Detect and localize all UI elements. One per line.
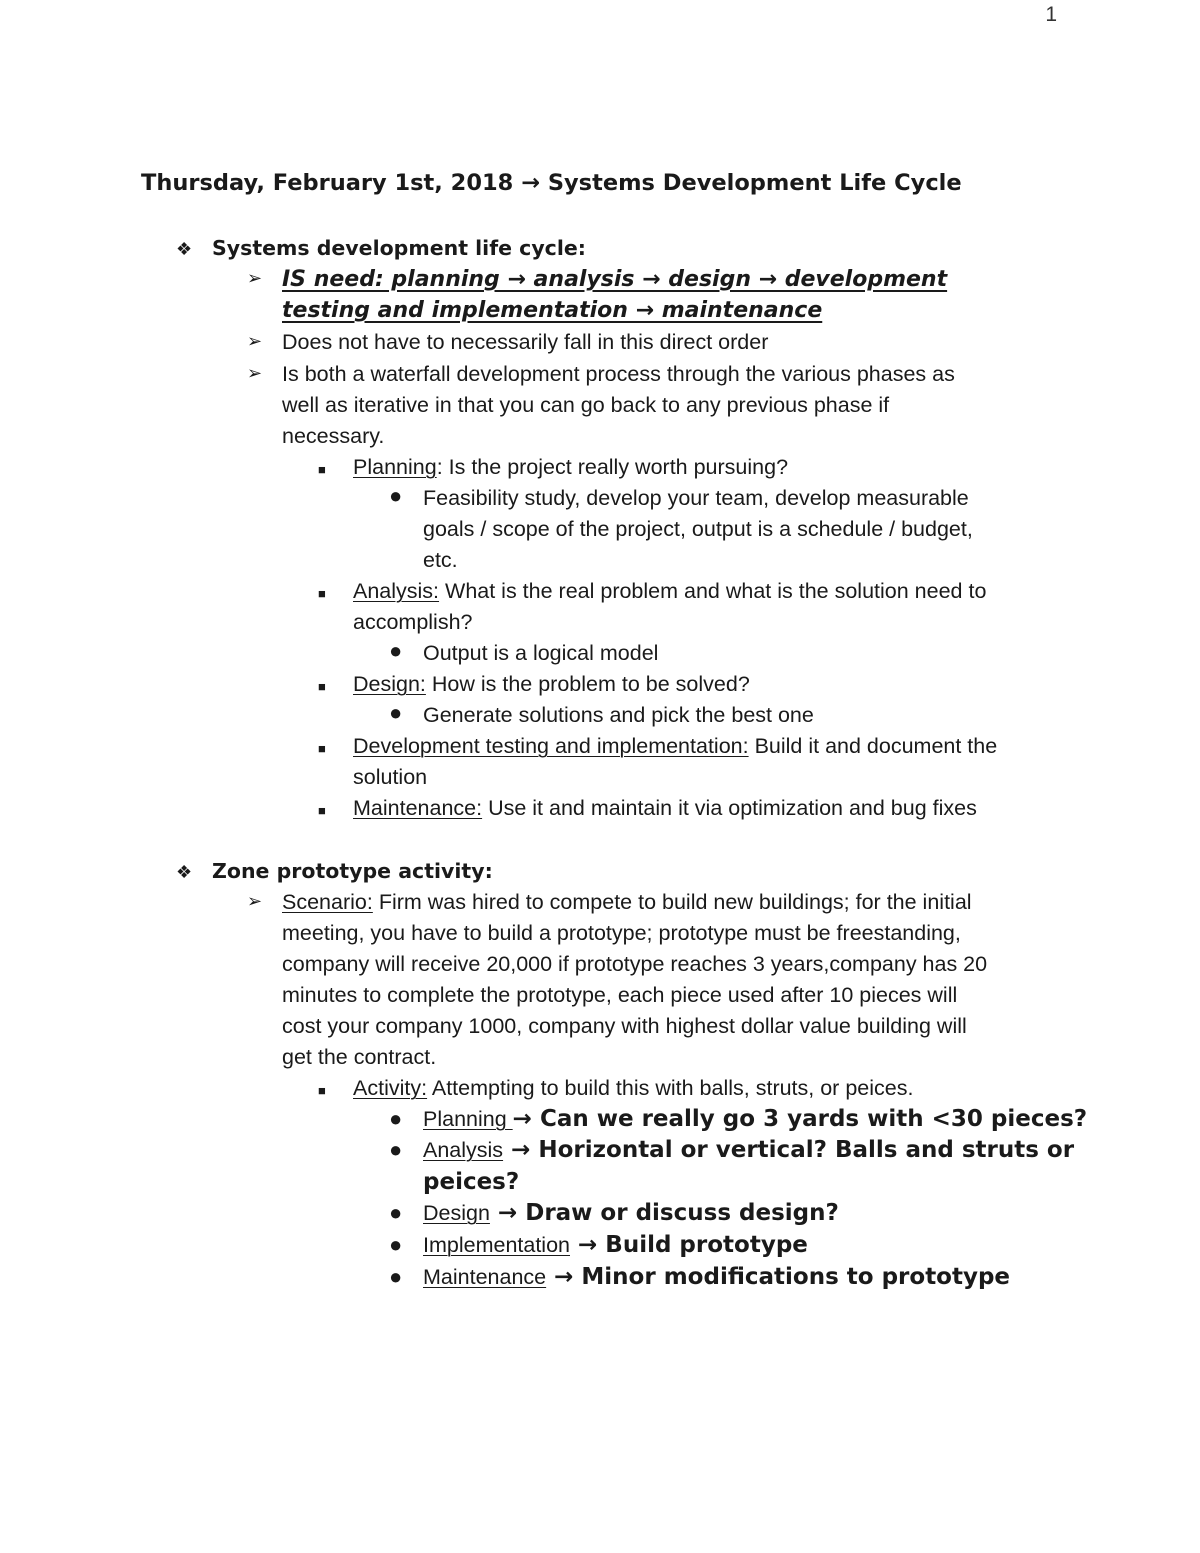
dot-bullet-icon: ●	[389, 700, 403, 725]
square-bullet-icon: ■	[318, 462, 326, 477]
design-label: Design:	[353, 672, 426, 696]
waterfall-line-3: necessary.	[282, 424, 385, 448]
planning-sub-line-2: goals / scope of the project, output is a schedule / budget,	[423, 517, 973, 541]
scenario-line-5: cost your company 1000, company with highest dollar value building will	[282, 1014, 967, 1038]
square-bullet-icon: ■	[318, 803, 326, 818]
dot-bullet-icon: ●	[389, 1232, 403, 1257]
scenario-line-6: get the contract.	[282, 1045, 437, 1069]
devtest-item	[353, 731, 997, 762]
step-label: Implementation	[423, 1233, 570, 1257]
step-label: Planning	[423, 1107, 513, 1131]
dot-bullet-icon: ●	[389, 638, 403, 663]
order-note: Does not have to necessarily fall in this direct order	[282, 330, 769, 354]
analysis-label: Analysis:	[353, 579, 440, 603]
scenario-line-2: meeting, you have to build a prototype; prototype must be freestanding,	[282, 921, 961, 945]
design-item	[353, 669, 750, 700]
diamond-bullet-icon: ❖	[176, 862, 193, 882]
step-arrow: →	[570, 1232, 598, 1258]
step-text: Build prototype	[597, 1232, 808, 1258]
arrow-bullet-icon: ➢	[247, 363, 263, 383]
step-implementation	[423, 1230, 808, 1261]
step-text: Minor modifications to prototype	[573, 1264, 1011, 1290]
diamond-bullet-icon: ❖	[176, 239, 193, 259]
step-label: Analysis	[423, 1138, 504, 1162]
step-analysis	[423, 1135, 1074, 1166]
step-text: Horizontal or vertical? Balls and struts or	[530, 1137, 1075, 1163]
arrow-bullet-icon: ➢	[247, 891, 263, 911]
step-label: Design	[423, 1201, 490, 1225]
step-arrow: →	[512, 1106, 532, 1132]
scenario-text: Firm was hired to compete to build new buildings; for the initial	[372, 890, 972, 914]
dot-bullet-icon: ●	[389, 1264, 403, 1289]
planning-sub-line-1: Feasibility study, develop your team, develop measurable	[423, 486, 969, 510]
section-heading: Systems development life cycle:	[212, 236, 586, 260]
page-number: 1	[1045, 3, 1057, 26]
waterfall-line-2: well as iterative in that you can go back to any previous phase if	[282, 393, 890, 417]
analysis-item	[353, 576, 986, 607]
activity-label: Activity:	[353, 1076, 428, 1100]
devtest-text-line-2: solution	[353, 765, 428, 789]
planning-sub-line-3: etc.	[423, 548, 458, 572]
dot-bullet-icon: ●	[389, 1137, 403, 1162]
planning-text: : Is the project really worth pursuing?	[436, 455, 789, 479]
scenario-item	[282, 887, 972, 918]
step-design	[423, 1198, 839, 1229]
section-heading: Zone prototype activity:	[212, 859, 493, 883]
arrow-bullet-icon: ➢	[247, 331, 263, 351]
dot-bullet-icon: ●	[389, 1200, 403, 1225]
square-bullet-icon: ■	[318, 1083, 326, 1098]
devtest-label: Development testing and implementation:	[353, 734, 749, 758]
page-title: Thursday, February 1st, 2018 → Systems Development Life Cycle	[141, 170, 962, 196]
step-arrow: →	[546, 1264, 574, 1290]
step-planning	[423, 1104, 1087, 1135]
scenario-line-4: minutes to complete the prototype, each piece used after 10 pieces will	[282, 983, 958, 1007]
is-need-line-1: IS need: planning → analysis → design → development	[282, 267, 948, 292]
maintenance-text: Use it and maintain it via optimization and bug fixes	[482, 796, 977, 820]
scenario-line-3: company will receive 20,000 if prototype reaches 3 years,company has 20	[282, 952, 988, 976]
planning-label: Planning	[353, 455, 437, 479]
maintenance-item	[353, 793, 977, 824]
step-text: Draw or discuss design?	[517, 1200, 839, 1226]
step-arrow: →	[489, 1200, 518, 1226]
analysis-sub: Output is a logical model	[423, 641, 659, 665]
analysis-text: What is the real problem and what is the solution need to	[439, 579, 987, 603]
maintenance-label: Maintenance:	[353, 796, 483, 820]
dot-bullet-icon: ●	[389, 1106, 403, 1131]
planning-item	[353, 452, 788, 483]
step-arrow: →	[503, 1137, 531, 1163]
step-text: Can we really go 3 yards with <30 pieces?	[531, 1106, 1088, 1132]
activity-text: Attempting to build this with balls, struts, or peices.	[427, 1076, 914, 1100]
dot-bullet-icon: ●	[389, 483, 403, 508]
scenario-label: Scenario:	[282, 890, 373, 914]
square-bullet-icon: ■	[318, 741, 326, 756]
activity-item	[353, 1073, 913, 1104]
square-bullet-icon: ■	[318, 586, 326, 601]
step-maintenance	[423, 1262, 1010, 1293]
design-text: How is the problem to be solved?	[425, 672, 750, 696]
step-analysis-line-2: peices?	[423, 1169, 520, 1195]
devtest-text: Build it and document the	[748, 734, 998, 758]
design-sub: Generate solutions and pick the best one	[423, 703, 814, 727]
step-label: Maintenance	[423, 1265, 547, 1289]
analysis-text-line-2: accomplish?	[353, 610, 473, 634]
waterfall-line-1: Is both a waterfall development process through the various phases as	[282, 362, 955, 386]
arrow-bullet-icon: ➢	[247, 268, 263, 288]
square-bullet-icon: ■	[318, 679, 326, 694]
is-need-line-2: testing and implementation → maintenance	[282, 298, 823, 323]
